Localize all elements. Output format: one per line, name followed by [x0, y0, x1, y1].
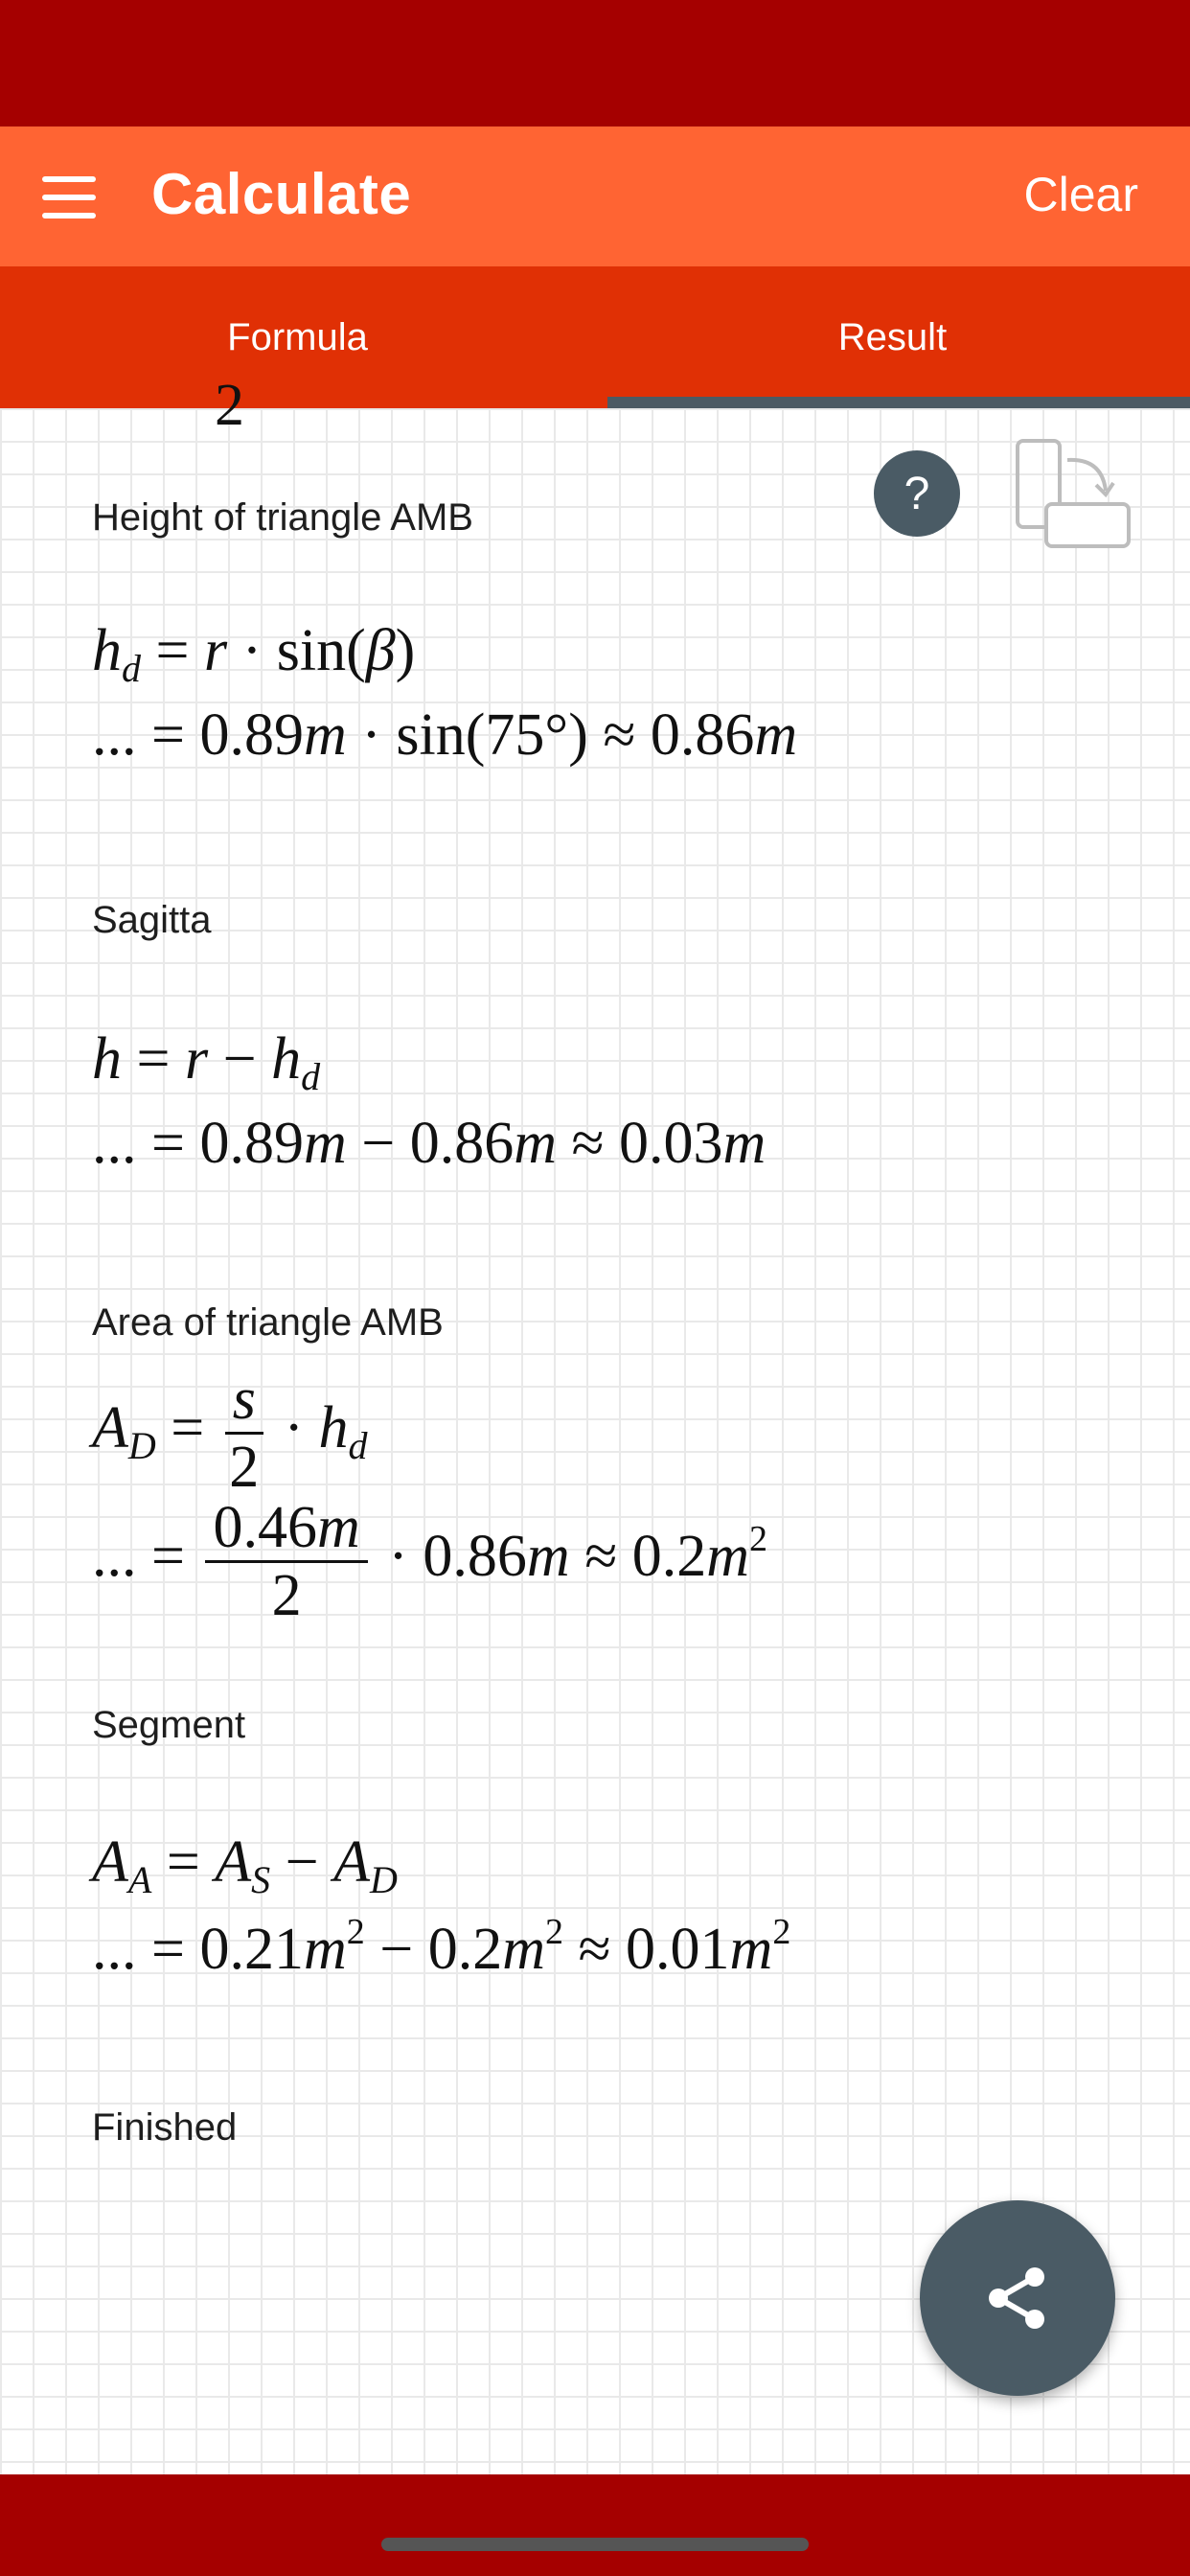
formula-sagitta: $h = r - h_d$ — [92, 1026, 321, 1098]
section-label-area: Area of triangle AMB — [92, 1301, 444, 1344]
app-bar — [0, 126, 1190, 266]
home-indicator[interactable] — [381, 2538, 809, 2551]
result-segment: ... = $0.21m^2 - 0.2m^2 \approx 0.01m^2$ — [92, 1912, 791, 1982]
hamburger-menu-icon[interactable] — [42, 169, 105, 226]
tab-formula[interactable]: Formula — [227, 315, 368, 358]
help-button[interactable]: ? — [874, 450, 960, 537]
result-scroll-area[interactable] — [0, 373, 1190, 2474]
share-icon — [983, 2264, 1052, 2333]
selected-tab-indicator — [607, 397, 1190, 408]
section-label-segment: Segment — [92, 1704, 246, 1746]
share-button[interactable] — [920, 2200, 1115, 2396]
formula-segment: $A_A = A_S - A_D$ — [92, 1829, 398, 1901]
formula-area: $A_D$ = $\frac{s}{2}$ · $h_d$ — [92, 1367, 368, 1501]
section-label-height: Height of triangle AMB — [92, 496, 473, 539]
page-title: Calculate — [151, 162, 412, 226]
result-sagitta: ... = 0.89m − 0.86m ≈ 0.03m — [92, 1111, 767, 1176]
rotate-screen-icon[interactable] — [1014, 437, 1134, 550]
tab-result[interactable]: Result — [837, 315, 948, 358]
formula-height: $h_d = r \cdot \sin(\beta)$ — [92, 618, 416, 690]
tab-bar — [0, 266, 1190, 408]
navigation-bar — [0, 2474, 1190, 2576]
section-label-sagitta: Sagitta — [92, 899, 212, 941]
result-area: ... = $\frac{0.46m}{2}$ · $0.86m \approx 0.2m^2$ — [92, 1495, 767, 1629]
status-bar — [0, 0, 1190, 126]
result-height: ... = 0.89m · sin(75°) ≈ 0.86m — [92, 702, 798, 768]
clipped-formula-fragment: 2 — [215, 373, 244, 438]
section-label-finished: Finished — [92, 2106, 238, 2149]
clear-button[interactable]: Clear — [1023, 168, 1138, 221]
